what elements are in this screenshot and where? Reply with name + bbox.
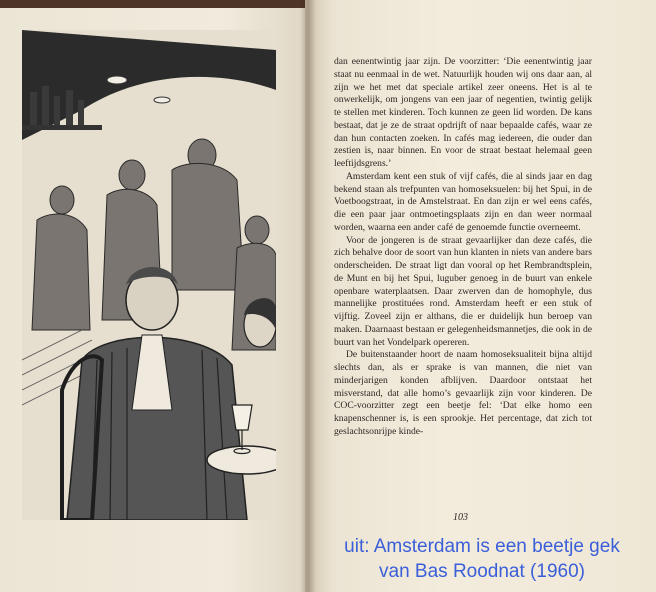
page-number: 103 [453, 512, 468, 523]
bar-scene-illustration [22, 30, 276, 520]
caption-line: van Bas Roodnat (1960) [379, 561, 585, 582]
caption-line: uit: Amsterdam is een beetje gek [344, 536, 620, 557]
paragraph: Amsterdam kent een stuk of vijf cafés, die al sinds jaar en dag bekend staan als trefpunten van homoseksuelen: bij het Spui, in de Voetboogstraat, in de Amstelstraat. En dan zijn er wel eens cafés, die een paar jaar ontmoetingsplaats zijn en dan weer normaal worden, waarna een ander café de genoemde functie overneemt. [334, 170, 592, 233]
book-text [334, 56, 592, 439]
paragraph: De buitenstaander hoort de naam homoseksualiteit bijna altijd slechts dan, als er sprake is van mannen, die niet van minderjarigen konden afblijven. Daardoor ontstaat het misverstand, dat alle homo’s gevaarlijk zijn voor kinderen. De COC-voorzitter zegt een beetje fel: ‘Dat elke homo een knapenschenner is, is een sprookje. Het percentage, dat zich tot geslachtsonrijpe kinde- [334, 349, 592, 437]
paragraph: dan eenentwintig jaar zijn. De voorzitter: ‘Die eenentwintig jaar staat nu eenmaal in de wet. Natuurlijk houden wij ons daar aan, al zijn we het met dat speciale artikel zeer oneens. Het is al te onwerkelijk, om jongens van een jaar of negentien, twintig gelijk te stellen met kinderen. Toch kunnen ze geen lid worden. De kans bestaat, dat je ze de straat opdrijft of naar bepaalde cafés, waar ze dan hun contacten zoeken. In cafés mag iedereen, die ouder dan zestien is, naar binnen. En voor de straat bestaat helemaal geen leeftijdsgrens.’ [334, 56, 592, 169]
book-gutter [300, 0, 316, 592]
paragraph: Voor de jongeren is de straat gevaarlijker dan deze cafés, die zich behalve door de soort van hun klanten in niets van andere bars onderscheiden. De straat ligt dan vooral op het Rembrandtsplein, de Munt en bij het Spui, luguber genoeg in de buurt van enkele openbare waterplaatsen. Daar zwerven dan de homophyle, dus mannelijke prostituées rond. Amsterdam heeft er een stuk of vijftig. Zoveel zijn er althans, die er duidelijk hun beroep van maken. Daarnaast bestaan er gelegenheidsmannetjes, die ook in de buurt van het Vondelpark opereren. [334, 234, 592, 348]
source-caption [308, 534, 656, 584]
